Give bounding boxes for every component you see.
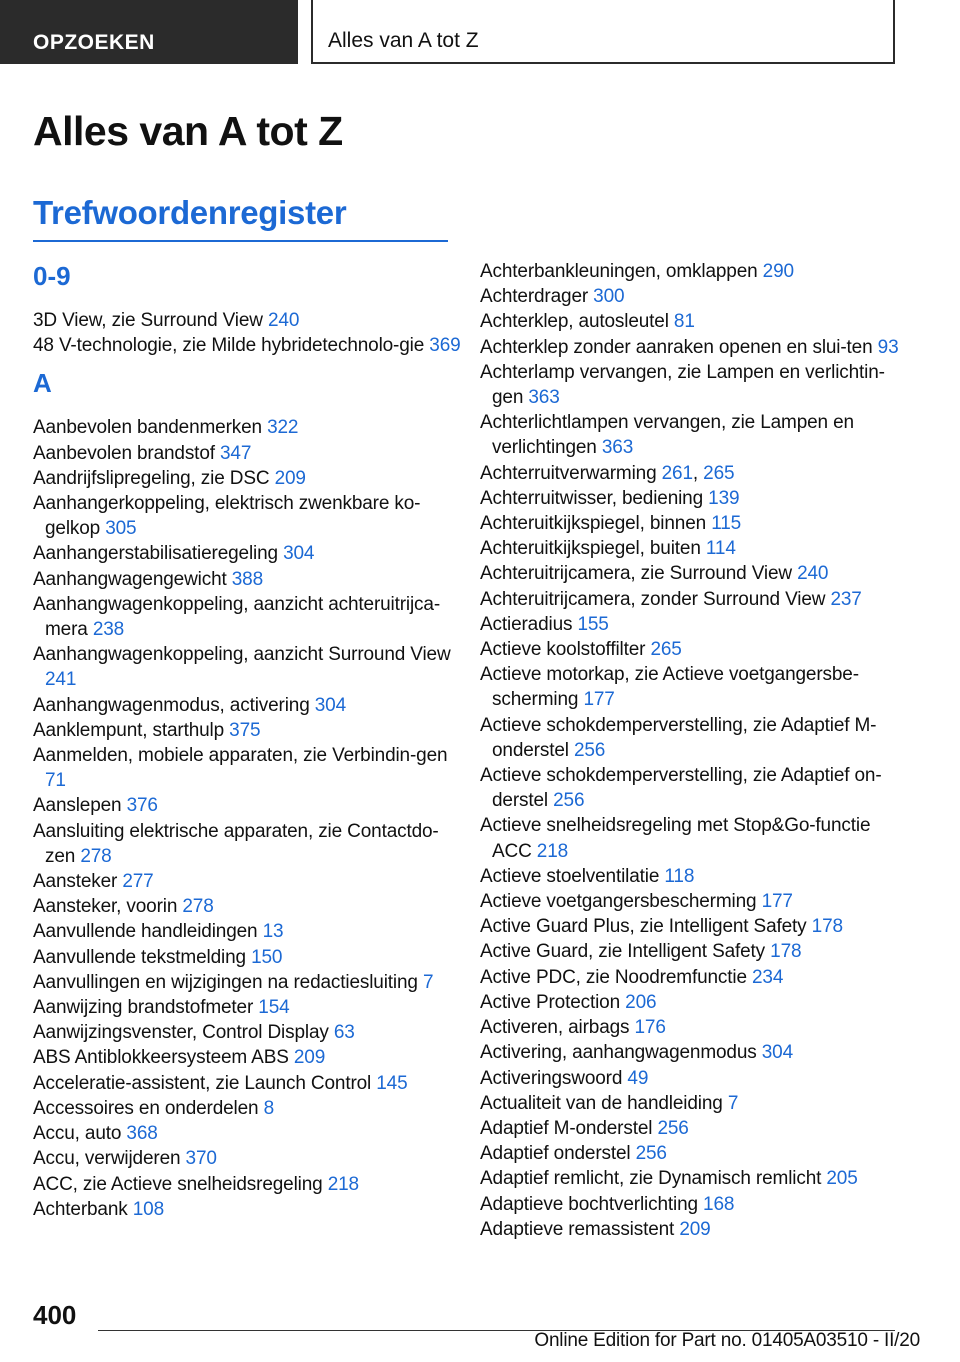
index-entry: [33, 970, 463, 995]
entry-text: Aanhangwagengewicht: [33, 568, 232, 590]
index-entry: [480, 284, 910, 309]
tab-section-label: OPZOEKEN: [33, 31, 155, 54]
entry-text: Activering, aanhangwagenmodus: [480, 1042, 762, 1064]
index-entry: [33, 642, 463, 692]
index-entry: [480, 1166, 910, 1191]
index-entry: [33, 1096, 463, 1121]
page-link[interactable]: 305: [105, 518, 137, 540]
page-link[interactable]: 206: [625, 991, 657, 1013]
entry-text: Achterklep zonder aanraken openen en slui-ten: [480, 336, 878, 358]
page-link[interactable]: 8: [263, 1097, 274, 1119]
page-link[interactable]: 63: [333, 1022, 355, 1044]
entry-text: Aansluiting elektrische apparaten, zie Contactdo-zen: [33, 820, 439, 867]
index-entry: [33, 919, 463, 944]
page-link[interactable]: 256: [635, 1143, 667, 1165]
index-entry: [480, 1141, 910, 1166]
index-entry: [33, 819, 463, 869]
entry-text: Actieve voetgangersbescherming: [480, 891, 762, 913]
page-link[interactable]: 139: [708, 487, 740, 509]
page-link[interactable]: 240: [268, 310, 300, 331]
page-link[interactable]: 261: [661, 462, 693, 484]
index-group-a-left: [33, 415, 463, 1222]
index-entry: [480, 561, 910, 586]
page-link[interactable]: 238: [92, 619, 125, 641]
entry-text: Aanhangwagenkoppeling, aanzicht achteruitrijca-mera: [33, 593, 440, 641]
index-entry: [480, 511, 910, 536]
entry-text: Aanbevolen brandstof: [33, 442, 220, 464]
index-entry: [480, 410, 910, 460]
entry-text: Aanhangerstabilisatieregeling: [33, 543, 284, 565]
index-entry: [33, 1045, 463, 1070]
page-link[interactable]: 71: [45, 770, 66, 792]
index-entry: [33, 592, 463, 642]
entry-text: Aanwijzing brandstofmeter: [33, 997, 259, 1019]
entry-text: Aanklempunt, starthulp: [33, 719, 230, 741]
entry-text: Aansteker, voorin: [33, 896, 183, 918]
index-column-right: [480, 259, 910, 1242]
page-link[interactable]: 177: [761, 891, 793, 913]
entry-text: Accu, verwijderen: [33, 1148, 186, 1170]
entry-text: 3D View, zie Surround View: [33, 310, 268, 331]
page-link[interactable]: 240: [797, 563, 829, 585]
index-entry: [480, 713, 910, 763]
entry-text: Achteruitkijkspiegel, buiten: [480, 538, 706, 560]
entry-text: Accu, auto: [33, 1123, 127, 1145]
page-link[interactable]: 300: [593, 286, 625, 308]
page-link[interactable]: 370: [185, 1148, 217, 1170]
entry-text: Actieve schokdemperverstelling, zie Adaptief M-onderstel: [480, 714, 877, 761]
index-entry: [480, 990, 910, 1015]
page-link[interactable]: 178: [811, 916, 843, 938]
page-link[interactable]: 154: [258, 997, 290, 1019]
page-link[interactable]: 209: [274, 467, 306, 489]
page-link[interactable]: 369: [429, 335, 461, 357]
entry-text: Aanhangwagenmodus, activering: [33, 694, 315, 716]
page-separator: ,: [692, 462, 704, 484]
index-entry: [33, 693, 463, 718]
index-entry: [480, 461, 910, 486]
index-entry: [33, 1020, 463, 1045]
index-entry: [480, 612, 910, 637]
index-entry: [33, 1172, 463, 1197]
entry-text: Achterbank: [33, 1198, 133, 1220]
entry-text: Aanvullingen en wijzigingen na redactiesluiting: [33, 971, 423, 993]
index-entry: [33, 491, 463, 541]
index-entry: [33, 1197, 463, 1222]
index-entry: [480, 587, 910, 612]
entry-text: Actieradius: [480, 613, 578, 635]
footer-edition-text: Online Edition for Part no. 01405A03510 - II/20: [534, 1330, 920, 1351]
index-entry: [480, 914, 910, 939]
index-entry: [480, 889, 910, 914]
page-link[interactable]: 49: [627, 1067, 649, 1089]
index-entry: [33, 995, 463, 1020]
page-link[interactable]: 209: [679, 1218, 711, 1240]
entry-text: Actualiteit van de handleiding: [480, 1092, 728, 1114]
entry-text: Active Guard Plus, zie Intelligent Safety: [480, 916, 812, 938]
index-entry: [480, 1116, 910, 1141]
page-link[interactable]: 168: [703, 1193, 735, 1215]
index-entry: [33, 567, 463, 592]
page-link[interactable]: 176: [634, 1017, 666, 1039]
index-entry: [33, 333, 463, 358]
page-link[interactable]: 256: [657, 1117, 689, 1139]
page-link[interactable]: 118: [664, 865, 695, 887]
index-entry: [480, 662, 910, 712]
index-entry: [480, 813, 910, 863]
section-title-rule: [33, 240, 448, 242]
tab-chapter-label: Alles van A tot Z: [328, 29, 479, 52]
entry-text: ABS Antiblokkeersysteem ABS: [33, 1047, 294, 1069]
index-entry: [480, 309, 910, 334]
tab-section-opzoeken[interactable]: [0, 0, 298, 64]
entry-text: Active Protection: [480, 991, 626, 1013]
index-entry: [33, 1121, 463, 1146]
entry-text: Adaptief onderstel: [480, 1143, 636, 1165]
page-link[interactable]: 265: [650, 639, 682, 661]
entry-text: Achterdrager: [480, 286, 594, 308]
entry-text: Achterklep, autosleutel: [480, 311, 674, 333]
entry-text: Achterlichtlampen vervangen, zie Lampen en verlichtingen: [480, 412, 854, 459]
header-tabbar: [0, 0, 960, 64]
page-link[interactable]: 13: [262, 921, 284, 943]
page-link[interactable]: 290: [762, 261, 794, 282]
page-link[interactable]: 7: [422, 971, 434, 993]
entry-text: Adaptieve bochtverlichting: [480, 1193, 704, 1215]
page-title: Alles van A tot Z: [33, 108, 343, 154]
page-link[interactable]: 363: [601, 437, 634, 459]
index-entry: [480, 335, 910, 360]
page-link[interactable]: 304: [761, 1042, 794, 1064]
entry-text: Aanvullende handleidingen: [33, 921, 263, 943]
group-letter-a: A: [33, 368, 52, 399]
entry-text: Actieve motorkap, zie Actieve voetgangersbe-scherming: [480, 664, 859, 711]
page-link[interactable]: 234: [752, 966, 784, 988]
page-link[interactable]: 93: [877, 336, 899, 358]
entry-text: Aansteker: [33, 871, 123, 893]
page-link[interactable]: 114: [705, 538, 736, 560]
group-letter-0-9: 0-9: [33, 261, 71, 291]
page-link[interactable]: 375: [229, 719, 261, 741]
entry-text: Actieve koolstoffilter: [480, 639, 651, 661]
page-link[interactable]: 368: [126, 1123, 158, 1145]
entry-text: ACC, zie Actieve snelheidsregeling: [33, 1173, 328, 1195]
page-link[interactable]: 177: [583, 689, 615, 711]
page-link[interactable]: 237: [830, 588, 862, 610]
entry-text: Acceleratie-assistent, zie Launch Control: [33, 1072, 377, 1094]
index-entry: [480, 1217, 910, 1242]
index-entry: [480, 864, 910, 889]
entry-text: Activeringswoord: [480, 1067, 628, 1089]
page-link[interactable]: 155: [577, 613, 609, 635]
index-column-left: [33, 258, 463, 1222]
index-entry: [480, 965, 910, 990]
page-link[interactable]: 256: [553, 790, 585, 812]
index-entry: [33, 415, 463, 440]
entry-text: Aanvullende tekstmelding: [33, 946, 252, 968]
entry-text: Achteruitrijcamera, zonder Surround View: [480, 588, 831, 610]
page-link[interactable]: 363: [528, 387, 560, 409]
entry-text: Actieve schokdemperverstelling, zie Adaptief on-derstel: [480, 765, 882, 812]
entry-text: Aanmelden, mobiele apparaten, zie Verbindin-gen: [33, 745, 448, 767]
index-entry: [480, 763, 910, 813]
page-link[interactable]: 322: [267, 417, 299, 439]
page-link[interactable]: 388: [231, 568, 264, 590]
tab-chapter[interactable]: [311, 0, 895, 64]
index-entry: [480, 1066, 910, 1091]
index-entry: [480, 1091, 910, 1116]
index-entry: [33, 894, 463, 919]
page-link[interactable]: 278: [182, 896, 214, 918]
index-entry: [33, 466, 463, 491]
index-entry: [480, 1040, 910, 1065]
entry-text: Aanslepen: [33, 795, 127, 817]
index-entry: [33, 308, 463, 333]
entry-text: Aanwijzingsvenster, Control Display: [33, 1022, 334, 1044]
entry-text: Achteruitkijkspiegel, binnen: [480, 513, 712, 535]
entry-text: Adaptieve remassistent: [480, 1218, 680, 1240]
entry-text: Achterruitverwarming: [480, 462, 662, 484]
index-entry: [33, 718, 463, 743]
index-entry: [33, 1146, 463, 1171]
entry-text: Achterbankleuningen, omklappen: [480, 261, 763, 282]
page-link[interactable]: 304: [283, 543, 315, 565]
entry-text: Aanhangerkoppeling, elektrisch zwenkbare ko-gelkop: [33, 493, 421, 540]
page-link[interactable]: 278: [80, 845, 112, 867]
page-link[interactable]: 256: [573, 739, 606, 761]
page-link[interactable]: 265: [703, 462, 735, 484]
section-title: Trefwoordenregister: [33, 194, 347, 231]
entry-text: Achteruitrijcamera, zie Surround View: [480, 563, 798, 585]
index-entry: [33, 541, 463, 566]
page-link[interactable]: 81: [673, 311, 695, 333]
page-link[interactable]: 150: [251, 946, 283, 968]
index-entry: [33, 793, 463, 818]
entry-text: Active Guard, zie Intelligent Safety: [480, 941, 771, 963]
index-entry: [480, 536, 910, 561]
page-link[interactable]: 376: [126, 795, 158, 817]
entry-text: Adaptief remlicht, zie Dynamisch remlicht: [480, 1168, 827, 1190]
index-entry: [480, 1192, 910, 1217]
page-link[interactable]: 304: [314, 694, 347, 716]
index-entry: [33, 1071, 463, 1096]
entry-text: 48 V-technologie, zie Milde hybridetechnolo-gie: [33, 335, 430, 357]
index-entry: [480, 637, 910, 662]
index-entry: [33, 743, 463, 793]
entry-text: Actieve stoelventilatie: [480, 865, 665, 887]
page-link[interactable]: 115: [711, 513, 742, 535]
entry-text: Activeren, airbags: [480, 1017, 635, 1039]
entry-text: Adaptief M-onderstel: [480, 1117, 658, 1139]
page-link[interactable]: 7: [727, 1092, 739, 1114]
index-entry: [480, 486, 910, 511]
index-entry: [33, 869, 463, 894]
page-link[interactable]: 218: [327, 1173, 359, 1195]
page-link[interactable]: 145: [376, 1072, 408, 1094]
page-link[interactable]: 277: [122, 871, 154, 893]
page-link[interactable]: 178: [770, 941, 802, 963]
index-entry: [480, 1015, 910, 1040]
page-link[interactable]: 218: [536, 840, 569, 862]
index-entry: [33, 441, 463, 466]
page-link[interactable]: 205: [826, 1168, 858, 1190]
index-entry: [480, 360, 910, 410]
entry-text: Accessoires en onderdelen: [33, 1097, 264, 1119]
index-entry: [480, 259, 910, 284]
entry-text: Aanbevolen bandenmerken: [33, 417, 268, 439]
entry-text: Aanhangwagenkoppeling, aanzicht Surround View: [33, 644, 451, 666]
page-link[interactable]: 209: [293, 1047, 326, 1069]
entry-text: Actieve snelheidsregeling met Stop&Go-functie ACC: [480, 815, 871, 862]
page-link[interactable]: 108: [132, 1198, 165, 1220]
index-entry: [480, 939, 910, 964]
entry-text: Aandrijfslipregeling, zie DSC: [33, 467, 275, 489]
page-number: 400: [33, 1300, 77, 1330]
entry-text: Active PDC, zie Noodremfunctie: [480, 966, 753, 988]
entry-text: Achterlamp vervangen, zie Lampen en verlichtin-gen: [480, 361, 885, 409]
index-entry: [33, 945, 463, 970]
page-link[interactable]: 241: [45, 669, 77, 691]
entry-text: Achterruitwisser, bediening: [480, 487, 709, 509]
page-link[interactable]: 347: [220, 442, 252, 464]
